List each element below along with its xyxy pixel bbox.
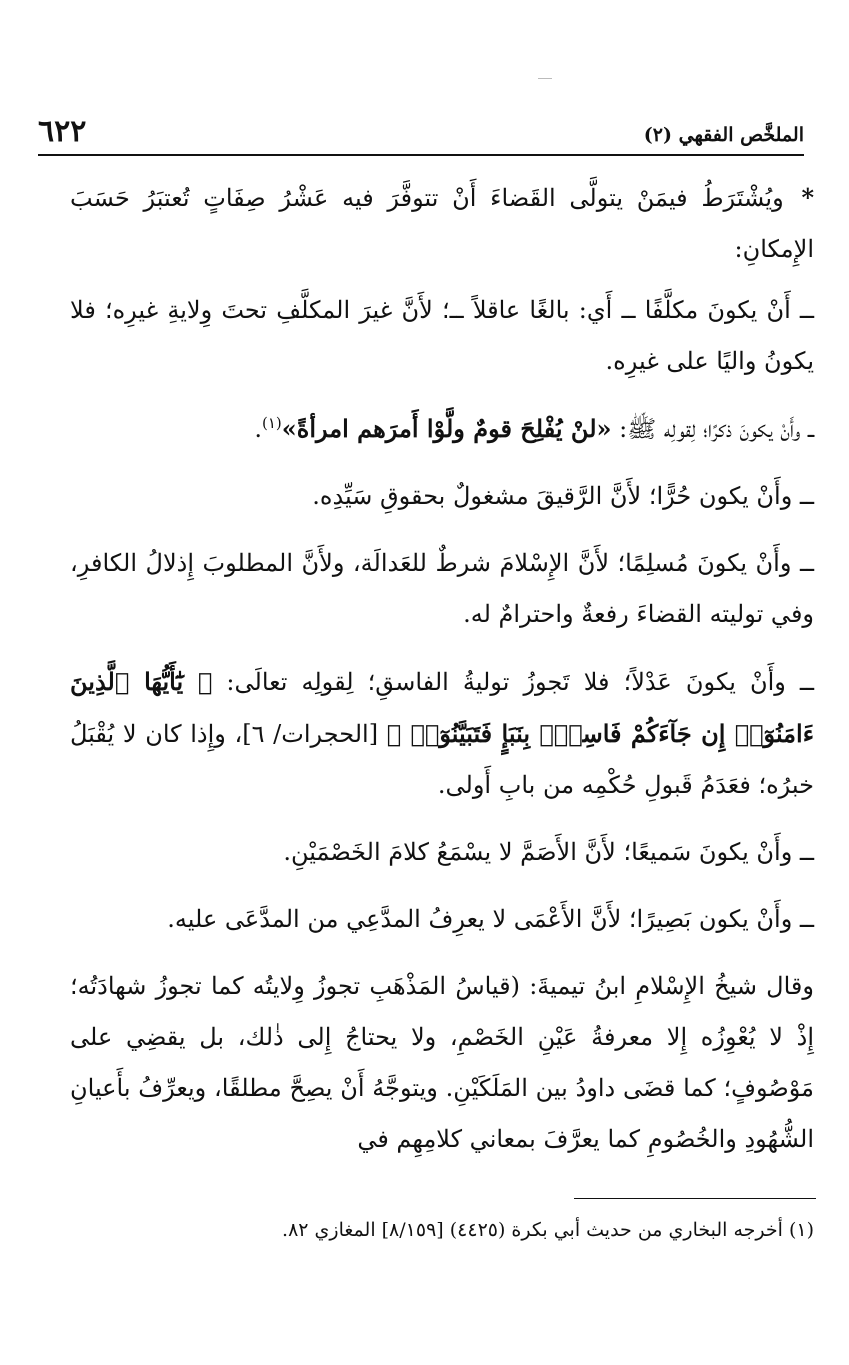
condition-text: ــ وأَنْ يكونَ مُسلِمًا؛ لأَنَّ الإِسْلامَ شرطٌ للعَدالَة، ولأَنَّ المطلوبَ إِذلالُ الكافرِ، وفي توليته القضاءَ رفعةٌ واحترامٌ له. [70,549,814,628]
condition-text: ــ وأَنْ يكونَ ذكرًا؛ لِقولِه ﷺ: [611,415,814,443]
page-number: ٦٢٢ [38,114,87,149]
running-title: الملخَّص الفقهي (٢) [643,124,804,146]
ibn-taymiyyah-paragraph: وقال شيخُ الإِسْلامِ ابنُ تيميةَ: (قياسُ المَذْهَبِ تجوزُ وِلايتُه كما تجوزُ شهادَتُه؛ إِذْ لا يُعْوِزُه إِلا معرفةُ عَيْنِ الخَصْمِ، ولا يحتاجُ إِلى ذٰلك، بل يقضِي على مَوْصُوفٍ؛ كما قضَى داودُ بين المَلَكَيْنِ. ويتوجَّهُ أَنْ يصِحَّ مطلقًا، ويعرِّفُ بأَعيانِ الشُّهُودِ والخُصُومِ كما يعرَّفَ بمعاني كلامِهِم في [70,972,814,1153]
hadith-quote: «لنْ يُفْلِحَ قومٌ ولَّوْا أَمرَهم امرأةً» [281,414,612,443]
condition-item [70,827,814,878]
condition-end: . [254,415,262,443]
condition-text: ــ وأَنْ يكونَ عَدْلاً؛ فلا تَجوزُ توليةُ الفاسقِ؛ لِقولِه تعالَى: [212,668,814,696]
footnote: (١) أخرجه البخاري من حديث أبي بكرة (٤٤٢٥) [٨/١٥٩] المغازي ٨٢. [282,1219,814,1241]
condition-item [70,471,814,522]
intro-paragraph [70,172,814,275]
condition-item [70,403,814,455]
condition-end: [الحجرات/ ٦]، وإِذا كان لا يُقْبَلُ خبرُه؛ فعَدَمُ قَبولِ حُكْمِه من بابِ أَولى. [70,720,814,799]
main-text [70,172,814,1165]
page-header [38,108,804,156]
condition-item [70,894,814,945]
condition-item [70,285,814,387]
bullet-asterisk: * [801,183,815,212]
scan-speck [538,78,552,79]
footnote-reference[interactable]: (١) [262,414,282,432]
condition-text: ــ أَنْ يكونَ مكلَّفًا ــ أَي: بالغًا عاقلاً ــ؛ لأَنَّ غيرَ المكلَّفِ تحتَ وِلايةِ غيرِه؛ فلا يكونُ واليًا على غيرِه. [70,296,814,375]
intro-text: ويُشْتَرَطُ فيمَنْ يتولَّى القَضاءَ أَنْ تتوفَّرَ فيه عَشْرُ صِفَاتٍ تُعتبَرُ حَسَبَ الإِمكانِ: [70,184,814,263]
condition-text: ــ وأَنْ يكون بَصِيرًا؛ لأَنَّ الأَعْمَى لا يعرِفُ المدَّعِي من المدَّعَى عليه. [167,905,814,933]
condition-item [70,538,814,640]
condition-item [70,656,814,811]
condition-text: ــ وأَنْ يكونَ سَميعًا؛ لأَنَّ الأَصَمَّ لا يسْمَعُ كلامَ الخَصْمَيْنِ. [283,838,814,866]
quran-verse: ﴿ يَٰٓأَيُّهَا ٱلَّذِينَ ءَامَنُوٓا۟ إِن جَآءَكُمْ فَاسِقٌۢ بِنَبَإٍ فَتَبَيَّنُوٓا۟ ﴾ [70,667,814,748]
footnote-divider [574,1198,816,1199]
condition-text: ــ وأَنْ يكون حُرًّا؛ لأَنَّ الرَّقيقَ مشغولٌ بحقوقِ سَيِّدِه. [312,482,814,510]
